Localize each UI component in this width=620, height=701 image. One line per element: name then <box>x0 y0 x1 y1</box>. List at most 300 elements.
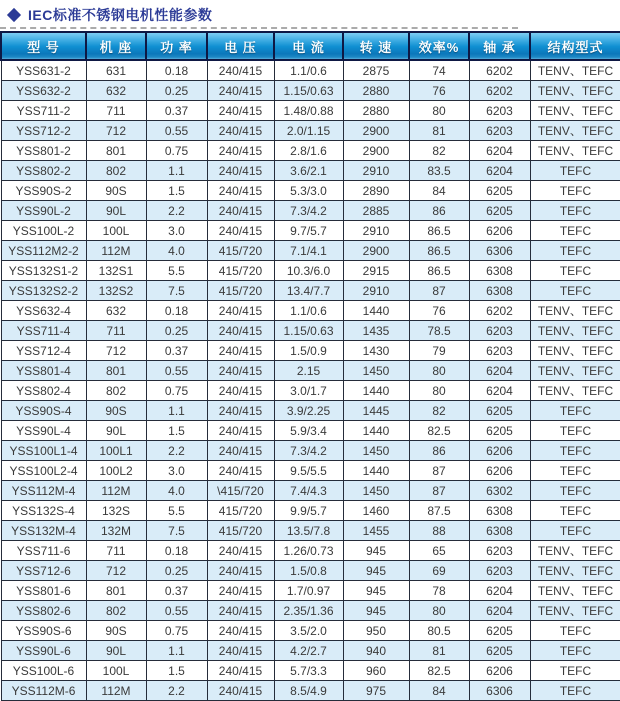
table-cell: YSS801-4 <box>1 361 86 381</box>
table-cell: 1.15/0.63 <box>274 81 343 101</box>
table-cell: 6203 <box>469 321 530 341</box>
diamond-bullet-icon <box>7 8 21 22</box>
table-cell: TENV、TEFC <box>530 60 620 81</box>
table-cell: 2.0/1.15 <box>274 121 343 141</box>
table-cell: 6204 <box>469 141 530 161</box>
table-cell: 81 <box>409 641 469 661</box>
table-cell: 802 <box>86 161 146 181</box>
table-cell: 2880 <box>343 81 409 101</box>
table-cell: 802 <box>86 381 146 401</box>
table-cell: 6203 <box>469 561 530 581</box>
table-cell: 79 <box>409 341 469 361</box>
table-cell: TEFC <box>530 161 620 181</box>
table-cell: 6205 <box>469 181 530 201</box>
table-cell: 1.5 <box>146 421 207 441</box>
table-cell: YSS100L-6 <box>1 661 86 681</box>
table-cell: 0.55 <box>146 361 207 381</box>
table-cell: 240/415 <box>207 221 274 241</box>
table-cell: 3.6/2.1 <box>274 161 343 181</box>
table-cell: 945 <box>343 601 409 621</box>
table-row <box>1 481 620 501</box>
table-cell: 1.48/0.88 <box>274 101 343 121</box>
table-cell: 88 <box>409 521 469 541</box>
table-cell: YSS90L-2 <box>1 201 86 221</box>
table-cell: 87.5 <box>409 501 469 521</box>
table-cell: 82 <box>409 141 469 161</box>
table-cell: 5.7/3.3 <box>274 661 343 681</box>
table-cell: 4.0 <box>146 481 207 501</box>
table-row <box>1 521 620 541</box>
table-cell: 7.3/4.2 <box>274 441 343 461</box>
table-cell: YSS132S1-2 <box>1 261 86 281</box>
table-row <box>1 681 620 701</box>
table-cell: 83.5 <box>409 161 469 181</box>
table-cell: 0.25 <box>146 81 207 101</box>
table-cell: 632 <box>86 301 146 321</box>
table-cell: TENV、TEFC <box>530 341 620 361</box>
table-cell: 3.0 <box>146 461 207 481</box>
table-cell: TENV、TEFC <box>530 301 620 321</box>
table-cell: 1.1 <box>146 641 207 661</box>
table-cell: 2.2 <box>146 441 207 461</box>
table-cell: 240/415 <box>207 201 274 221</box>
page-header <box>0 0 620 24</box>
table-row <box>1 141 620 161</box>
table-cell: 0.18 <box>146 541 207 561</box>
table-cell: 2.2 <box>146 201 207 221</box>
table-cell: 13.4/7.7 <box>274 281 343 301</box>
table-cell: YSS712-4 <box>1 341 86 361</box>
table-cell: TENV、TEFC <box>530 141 620 161</box>
table-cell: 90S <box>86 181 146 201</box>
table-cell: 240/415 <box>207 141 274 161</box>
table-cell: 0.37 <box>146 101 207 121</box>
table-cell: 1445 <box>343 401 409 421</box>
table-cell: 1440 <box>343 381 409 401</box>
table-cell: 1455 <box>343 521 409 541</box>
table-cell: 240/415 <box>207 121 274 141</box>
table-cell: 86 <box>409 441 469 461</box>
table-cell: 6202 <box>469 81 530 101</box>
table-cell: 9.7/5.7 <box>274 221 343 241</box>
table-cell: 240/415 <box>207 641 274 661</box>
table-cell: TEFC <box>530 201 620 221</box>
table-row <box>1 121 620 141</box>
table-cell: 0.75 <box>146 381 207 401</box>
table-row <box>1 381 620 401</box>
table-cell: 240/415 <box>207 561 274 581</box>
table-cell: 6204 <box>469 381 530 401</box>
table-cell: 2900 <box>343 241 409 261</box>
table-row <box>1 541 620 561</box>
table-cell: 0.37 <box>146 341 207 361</box>
table-cell: 240/415 <box>207 601 274 621</box>
table-cell: 7.1/4.1 <box>274 241 343 261</box>
table-cell: YSS100L-2 <box>1 221 86 241</box>
table-cell: 6202 <box>469 301 530 321</box>
table-cell: 0.37 <box>146 581 207 601</box>
table-cell: YSS112M2-2 <box>1 241 86 261</box>
table-row <box>1 661 620 681</box>
table-cell: 4.0 <box>146 241 207 261</box>
table-cell: 81 <box>409 121 469 141</box>
table-cell: TENV、TEFC <box>530 121 620 141</box>
table-cell: 240/415 <box>207 301 274 321</box>
table-cell: YSS632-2 <box>1 81 86 101</box>
table-cell: 1.7/0.97 <box>274 581 343 601</box>
table-cell: 2915 <box>343 261 409 281</box>
table-cell: YSS712-6 <box>1 561 86 581</box>
table-cell: TEFC <box>530 221 620 241</box>
table-cell: 945 <box>343 541 409 561</box>
table-cell: 240/415 <box>207 401 274 421</box>
table-cell: YSS100L2-4 <box>1 461 86 481</box>
table-cell: 2900 <box>343 141 409 161</box>
table-cell: 2890 <box>343 181 409 201</box>
table-cell: 415/720 <box>207 241 274 261</box>
table-cell: 112M <box>86 481 146 501</box>
table-row <box>1 261 620 281</box>
table-row <box>1 241 620 261</box>
table-cell: 90L <box>86 641 146 661</box>
table-cell: 415/720 <box>207 521 274 541</box>
table-cell: 6205 <box>469 201 530 221</box>
table-cell: TENV、TEFC <box>530 101 620 121</box>
table-cell: TENV、TEFC <box>530 541 620 561</box>
table-cell: TEFC <box>530 461 620 481</box>
table-cell: YSS802-2 <box>1 161 86 181</box>
table-cell: 6203 <box>469 121 530 141</box>
table-cell: 240/415 <box>207 181 274 201</box>
table-cell: 6308 <box>469 521 530 541</box>
table-cell: 100L <box>86 661 146 681</box>
table-cell: 6206 <box>469 441 530 461</box>
table-row <box>1 581 620 601</box>
table-cell: 112M <box>86 681 146 701</box>
table-cell: 82.5 <box>409 661 469 681</box>
table-cell: 100L1 <box>86 441 146 461</box>
column-header: 效率% <box>409 32 469 60</box>
table-cell: \415/720 <box>207 481 274 501</box>
table-cell: YSS100L1-4 <box>1 441 86 461</box>
table-cell: 7.5 <box>146 521 207 541</box>
table-cell: YSS711-2 <box>1 101 86 121</box>
table-cell: TEFC <box>530 481 620 501</box>
table-cell: YSS90L-6 <box>1 641 86 661</box>
table-cell: 6206 <box>469 661 530 681</box>
table-cell: 86.5 <box>409 241 469 261</box>
table-cell: TENV、TEFC <box>530 601 620 621</box>
table-cell: YSS631-2 <box>1 60 86 81</box>
table-cell: YSS132M-4 <box>1 521 86 541</box>
table-row <box>1 301 620 321</box>
table-cell: TEFC <box>530 521 620 541</box>
table-cell: TEFC <box>530 621 620 641</box>
table-cell: 6204 <box>469 161 530 181</box>
table-cell: YSS632-4 <box>1 301 86 321</box>
table-cell: 1.1/0.6 <box>274 301 343 321</box>
table-cell: 801 <box>86 581 146 601</box>
table-cell: 74 <box>409 60 469 81</box>
table-cell: 5.9/3.4 <box>274 421 343 441</box>
table-row <box>1 181 620 201</box>
table-cell: 76 <box>409 81 469 101</box>
table-row <box>1 501 620 521</box>
table-cell: 0.18 <box>146 60 207 81</box>
table-cell: 712 <box>86 121 146 141</box>
dashed-divider <box>0 27 518 29</box>
column-header: 型 号 <box>1 32 86 60</box>
table-cell: 82 <box>409 401 469 421</box>
table-cell: 0.18 <box>146 301 207 321</box>
table-cell: 6205 <box>469 641 530 661</box>
table-cell: 631 <box>86 60 146 81</box>
table-cell: 1450 <box>343 441 409 461</box>
table-cell: 945 <box>343 581 409 601</box>
table-cell: 6203 <box>469 541 530 561</box>
column-header: 机 座 <box>86 32 146 60</box>
table-cell: 3.0 <box>146 221 207 241</box>
table-cell: 240/415 <box>207 341 274 361</box>
table-cell: 240/415 <box>207 461 274 481</box>
table-cell: 9.5/5.5 <box>274 461 343 481</box>
table-cell: TENV、TEFC <box>530 381 620 401</box>
table-cell: 5.5 <box>146 261 207 281</box>
table-cell: 132S1 <box>86 261 146 281</box>
table-cell: TEFC <box>530 441 620 461</box>
table-cell: 2880 <box>343 101 409 121</box>
table-cell: 132S2 <box>86 281 146 301</box>
table-cell: 240/415 <box>207 101 274 121</box>
table-cell: TENV、TEFC <box>530 321 620 341</box>
table-cell: 2910 <box>343 161 409 181</box>
table-cell: 6302 <box>469 481 530 501</box>
table-cell: 3.9/2.25 <box>274 401 343 421</box>
table-cell: YSS132S2-2 <box>1 281 86 301</box>
table-cell: 90S <box>86 401 146 421</box>
table-cell: 240/415 <box>207 161 274 181</box>
table-cell: TEFC <box>530 401 620 421</box>
table-cell: 975 <box>343 681 409 701</box>
table-cell: 76 <box>409 301 469 321</box>
table-cell: 6203 <box>469 101 530 121</box>
table-cell: 240/415 <box>207 661 274 681</box>
table-cell: 1.15/0.63 <box>274 321 343 341</box>
table-cell: 2875 <box>343 60 409 81</box>
table-cell: YSS132S-4 <box>1 501 86 521</box>
table-cell: 240/415 <box>207 321 274 341</box>
table-cell: 6203 <box>469 341 530 361</box>
table-cell: 6306 <box>469 241 530 261</box>
table-cell: YSS90S-4 <box>1 401 86 421</box>
table-cell: 2.2 <box>146 681 207 701</box>
table-cell: 240/415 <box>207 541 274 561</box>
table-cell: 6206 <box>469 221 530 241</box>
table-cell: 711 <box>86 321 146 341</box>
column-header: 功 率 <box>146 32 207 60</box>
table-row <box>1 561 620 581</box>
table-cell: 82.5 <box>409 421 469 441</box>
table-cell: TENV、TEFC <box>530 561 620 581</box>
table-cell: 80 <box>409 361 469 381</box>
table-cell: 240/415 <box>207 441 274 461</box>
table-cell: 7.4/4.3 <box>274 481 343 501</box>
table-cell: 0.55 <box>146 121 207 141</box>
table-cell: YSS112M-4 <box>1 481 86 501</box>
table-cell: YSS801-6 <box>1 581 86 601</box>
table-cell: 100L <box>86 221 146 241</box>
table-cell: 90L <box>86 421 146 441</box>
table-cell: 8.5/4.9 <box>274 681 343 701</box>
table-cell: 240/415 <box>207 381 274 401</box>
table-cell: 3.0/1.7 <box>274 381 343 401</box>
table-cell: 5.5 <box>146 501 207 521</box>
table-cell: 802 <box>86 601 146 621</box>
table-cell: YSS90S-6 <box>1 621 86 641</box>
page-title: IEC标准不锈钢电机性能参数 <box>28 7 213 23</box>
table-cell: TEFC <box>530 281 620 301</box>
table-cell: 240/415 <box>207 621 274 641</box>
table-cell: 132M <box>86 521 146 541</box>
table-cell: 80 <box>409 601 469 621</box>
table-cell: 712 <box>86 341 146 361</box>
spec-table-body <box>1 60 620 701</box>
table-cell: 5.3/3.0 <box>274 181 343 201</box>
spec-table-head-row <box>1 32 620 60</box>
table-cell: 112M <box>86 241 146 261</box>
table-cell: 90L <box>86 201 146 221</box>
table-cell: 0.25 <box>146 321 207 341</box>
table-cell: 1440 <box>343 301 409 321</box>
table-cell: 415/720 <box>207 501 274 521</box>
table-cell: 6205 <box>469 421 530 441</box>
table-cell: TEFC <box>530 181 620 201</box>
table-cell: 801 <box>86 361 146 381</box>
table-row <box>1 201 620 221</box>
table-cell: TEFC <box>530 681 620 701</box>
table-cell: 6205 <box>469 401 530 421</box>
table-cell: 1.5 <box>146 661 207 681</box>
table-cell: 6205 <box>469 621 530 641</box>
table-cell: 2900 <box>343 121 409 141</box>
table-cell: 78 <box>409 581 469 601</box>
table-cell: 2885 <box>343 201 409 221</box>
table-cell: YSS112M-6 <box>1 681 86 701</box>
table-cell: 1.5 <box>146 181 207 201</box>
table-cell: 711 <box>86 101 146 121</box>
table-cell: 87 <box>409 281 469 301</box>
table-cell: 1.26/0.73 <box>274 541 343 561</box>
table-cell: 1440 <box>343 461 409 481</box>
table-cell: 6206 <box>469 461 530 481</box>
table-cell: 240/415 <box>207 581 274 601</box>
table-cell: TEFC <box>530 661 620 681</box>
table-cell: 950 <box>343 621 409 641</box>
table-cell: 80 <box>409 381 469 401</box>
table-cell: 1.5/0.9 <box>274 341 343 361</box>
table-cell: 86 <box>409 201 469 221</box>
table-cell: 2.35/1.36 <box>274 601 343 621</box>
spec-table <box>0 31 620 701</box>
table-row <box>1 81 620 101</box>
table-cell: YSS90S-2 <box>1 181 86 201</box>
table-cell: 7.5 <box>146 281 207 301</box>
table-cell: TENV、TEFC <box>530 81 620 101</box>
table-cell: YSS801-2 <box>1 141 86 161</box>
table-cell: 240/415 <box>207 421 274 441</box>
table-cell: 1430 <box>343 341 409 361</box>
table-cell: TEFC <box>530 641 620 661</box>
table-cell: 10.3/6.0 <box>274 261 343 281</box>
table-cell: YSS802-4 <box>1 381 86 401</box>
table-cell: 1.5/0.8 <box>274 561 343 581</box>
table-cell: 3.5/2.0 <box>274 621 343 641</box>
table-cell: 0.55 <box>146 601 207 621</box>
table-cell: 80.5 <box>409 621 469 641</box>
table-cell: 0.75 <box>146 621 207 641</box>
table-cell: 2910 <box>343 221 409 241</box>
column-header: 电 流 <box>274 32 343 60</box>
table-cell: TEFC <box>530 501 620 521</box>
table-row <box>1 601 620 621</box>
table-cell: TEFC <box>530 241 620 261</box>
table-row <box>1 441 620 461</box>
table-cell: YSS802-6 <box>1 601 86 621</box>
table-cell: 132S <box>86 501 146 521</box>
table-cell: 960 <box>343 661 409 681</box>
table-cell: 632 <box>86 81 146 101</box>
table-cell: 945 <box>343 561 409 581</box>
table-cell: 65 <box>409 541 469 561</box>
table-cell: 1.1/0.6 <box>274 60 343 81</box>
table-cell: 2.8/1.6 <box>274 141 343 161</box>
table-cell: 86.5 <box>409 261 469 281</box>
table-cell: 84 <box>409 681 469 701</box>
table-cell: 100L2 <box>86 461 146 481</box>
table-cell: 6204 <box>469 581 530 601</box>
table-cell: TENV、TEFC <box>530 361 620 381</box>
table-cell: 240/415 <box>207 361 274 381</box>
table-cell: 13.5/7.8 <box>274 521 343 541</box>
table-cell: 0.25 <box>146 561 207 581</box>
table-cell: 69 <box>409 561 469 581</box>
table-cell: 90S <box>86 621 146 641</box>
table-cell: 84 <box>409 181 469 201</box>
table-row <box>1 321 620 341</box>
table-cell: YSS711-6 <box>1 541 86 561</box>
table-cell: 2910 <box>343 281 409 301</box>
table-row <box>1 401 620 421</box>
table-cell: YSS711-4 <box>1 321 86 341</box>
table-cell: 6308 <box>469 501 530 521</box>
table-row <box>1 621 620 641</box>
table-row <box>1 421 620 441</box>
table-row <box>1 461 620 481</box>
table-cell: 240/415 <box>207 81 274 101</box>
table-cell: 712 <box>86 561 146 581</box>
table-cell: 9.9/5.7 <box>274 501 343 521</box>
table-row <box>1 60 620 81</box>
table-cell: YSS712-2 <box>1 121 86 141</box>
table-cell: 7.3/4.2 <box>274 201 343 221</box>
table-cell: TEFC <box>530 421 620 441</box>
table-cell: 415/720 <box>207 281 274 301</box>
table-cell: 1440 <box>343 421 409 441</box>
table-row <box>1 361 620 381</box>
column-header: 轴 承 <box>469 32 530 60</box>
table-cell: 711 <box>86 541 146 561</box>
table-cell: 240/415 <box>207 60 274 81</box>
